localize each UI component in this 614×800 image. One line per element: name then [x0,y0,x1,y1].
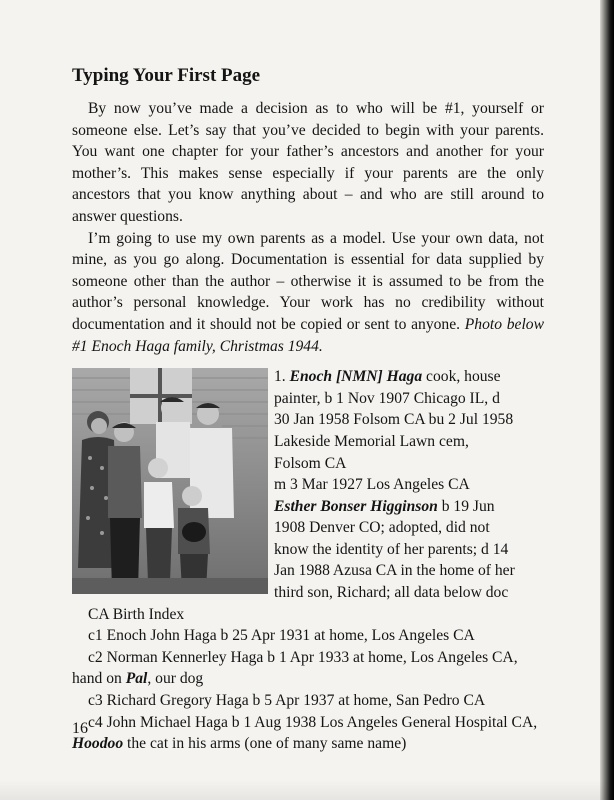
figure-row [72,366,544,604]
entry-continuation: CA Birth Index [88,605,185,623]
section-heading: Typing Your First Page [72,65,261,86]
photo-caption: Photo below #1 Enoch Haga family, Christmas 1944. [72,315,544,355]
entry-line [274,474,544,496]
entry-line-text: painter, b 1 Nov 1907 Chicago IL, d [274,389,500,407]
child-entry [72,625,544,647]
entry-line-text: know the identity of her parents; d 14 [274,540,509,558]
entry-line-text: 1. [274,368,290,386]
entry-line-text: cook, house [422,368,501,386]
pet-name: Hoodoo [72,735,124,753]
entry-line-text: third son, Richard; all data below doc [274,584,509,602]
child-text: c4 John Michael Haga b 1 Aug 1938 Los Angeles General Hospital CA, [88,713,538,731]
page-bottom-shade [0,780,614,800]
entry-line-text: 30 Jan 1958 Folsom CA bu 2 Jul 1958 [274,411,514,429]
child-entry [72,647,544,690]
child-text: c2 Norman Kennerley Haga b 1 Apr 1933 at home, Los Angeles CA, hand on [72,648,518,688]
person-name: Esther Bonser Higginson [274,497,438,515]
entry-line [274,517,544,539]
entry-line [274,560,544,582]
person-name: Enoch [NMN] Haga [289,368,423,386]
entry-line [274,388,544,410]
page-number: 16 [72,720,88,737]
paragraph-model-text: I’m going to use my own parents as a model. Use your own data, not mine, as you go along. Documentation is essential for data supplied by someone other than the author – otherwise it is assumed to be from the author’s personal knowledge. Your work has no credibility without documentation and it should not be copied or sent to anyone. [72,229,544,333]
entry-text [274,366,544,604]
child-text: c3 Richard Gregory Haga b 5 Apr 1937 at home, San Pedro CA [88,692,486,710]
entry-line [274,431,544,453]
page-edge-shadow [600,0,614,800]
child-entry [72,712,544,755]
entry-line [274,582,544,604]
entry-line [274,366,544,388]
entry-line-text: Folsom CA [274,454,347,472]
child-text: the cat in his arms (one of many same name) [123,735,407,753]
entry-line [274,453,544,475]
family-photo-image [72,368,268,594]
children-list [72,625,544,755]
child-text: , our dog [147,670,204,688]
pet-name: Pal [125,670,148,688]
page-content [72,64,544,755]
child-entry [72,690,544,712]
entry-line [274,496,544,518]
paragraph-model [72,228,544,358]
paragraph-intro: By now you’ve made a decision as to who will be #1, yourself or someone else. Let’s say that you’ve decided to begin with your parents. You want one chapter for your father’s ancestors and another for your mother’s. This makes sense especially if your parents are the only ancestors that you know anything about – and who are still around to answer questions. [72,100,544,225]
family-photo [72,368,268,594]
entry-line [274,539,544,561]
entry-line [274,409,544,431]
entry-line-text: Jan 1988 Azusa CA in the home of her [274,562,515,580]
entry-line-text: 1908 Denver CO; adopted, did not [274,519,490,537]
entry-line-text: m 3 Mar 1927 Los Angeles CA [274,476,470,494]
entry-line-text: Lakeside Memorial Lawn cem, [274,432,469,450]
child-text: c1 Enoch John Haga b 25 Apr 1931 at home, Los Angeles CA [88,627,475,645]
entry-line-text: b 19 Jun [437,497,495,515]
